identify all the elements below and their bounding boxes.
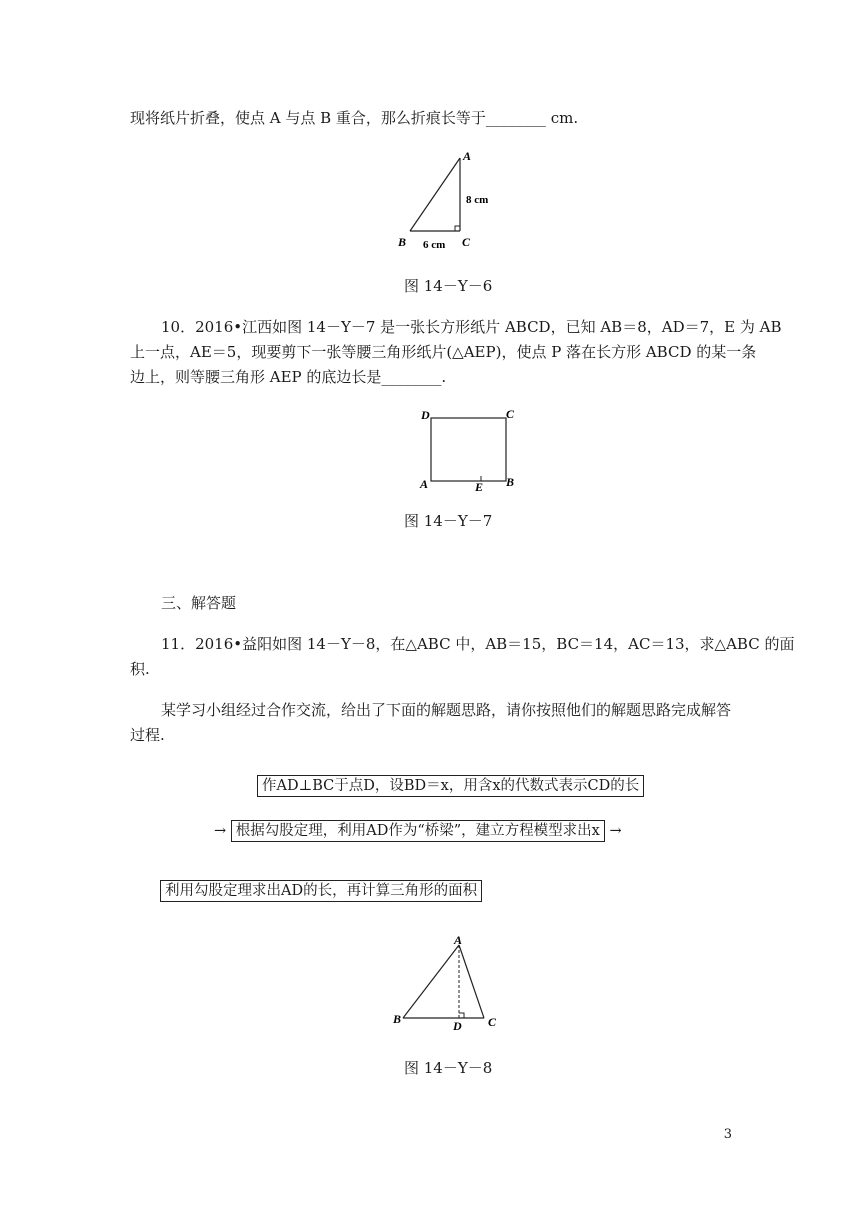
figure-14-y-6 (390, 148, 505, 256)
side-ac-label: 8 cm (466, 194, 489, 206)
q9-text: 现将纸片折叠，使点 A 与点 B 重合，那么折痕长等于________ cm. (130, 109, 579, 127)
vertex-c-label: C (488, 1015, 497, 1029)
figure-14-y-8 (388, 928, 503, 1036)
side-bc-label: 6 cm (423, 239, 446, 251)
vertex-a-label: A (420, 477, 429, 491)
arrow-right-icon: → (214, 823, 227, 839)
q10-line2: 上一点，AE＝5，现要剪下一张等腰三角形纸片(△AEP)，使点 P 落在长方形 ABCD 的某一条 (130, 343, 757, 361)
figure-caption: 图 14－Y－8 (404, 1059, 493, 1077)
arrow-right-icon: → (609, 823, 622, 839)
q11-para2: 过程. (130, 726, 165, 744)
flow-step-2 (214, 820, 622, 842)
flow-step-3 (160, 880, 482, 902)
q11-line2: 积. (130, 660, 150, 678)
section-title: 三、解答题 (161, 594, 237, 612)
q11-line1: 11．2016•益阳如图 14－Y－8，在△ABC 中，AB＝15，BC＝14，AC＝13，求△ABC 的面 (161, 635, 795, 653)
page-number: 3 (723, 1127, 732, 1142)
q10-line3: 边上，则等腰三角形 AEP 的底边长是________. (130, 368, 447, 386)
vertex-d-label: D (421, 408, 430, 422)
figure-caption: 图 14－Y－6 (404, 277, 493, 295)
flow-step-2-box: 根据勾股定理，利用AD作为“桥梁”，建立方程模型求出x (231, 820, 605, 842)
q10-line1: 10．2016•江西如图 14－Y－7 是一张长方形纸片 ABCD，已知 AB＝8，AD＝7，E 为 AB (161, 318, 782, 336)
flow-step-1 (257, 775, 644, 797)
vertex-a-label: A (454, 933, 463, 947)
vertex-c-label: C (462, 235, 471, 249)
figure-caption: 图 14－Y－7 (404, 512, 493, 530)
flow-step-3-box: 利用勾股定理求出AD的长，再计算三角形的面积 (160, 880, 482, 902)
q11-para1: 某学习小组经过合作交流，给出了下面的解题思路，请你按照他们的解题思路完成解答 (161, 701, 732, 719)
foot-d-label: D (453, 1019, 462, 1033)
vertex-b-label: B (398, 235, 407, 249)
flow-step-1-box: 作AD⊥BC于点D，设BD＝x，用含x的代数式表示CD的长 (257, 775, 644, 797)
point-e-label: E (475, 480, 484, 494)
vertex-b-label: B (506, 475, 515, 489)
figure-14-y-7 (418, 404, 522, 494)
vertex-b-label: B (393, 1012, 402, 1026)
vertex-a-label: A (463, 149, 472, 163)
vertex-c-label: C (506, 407, 515, 421)
